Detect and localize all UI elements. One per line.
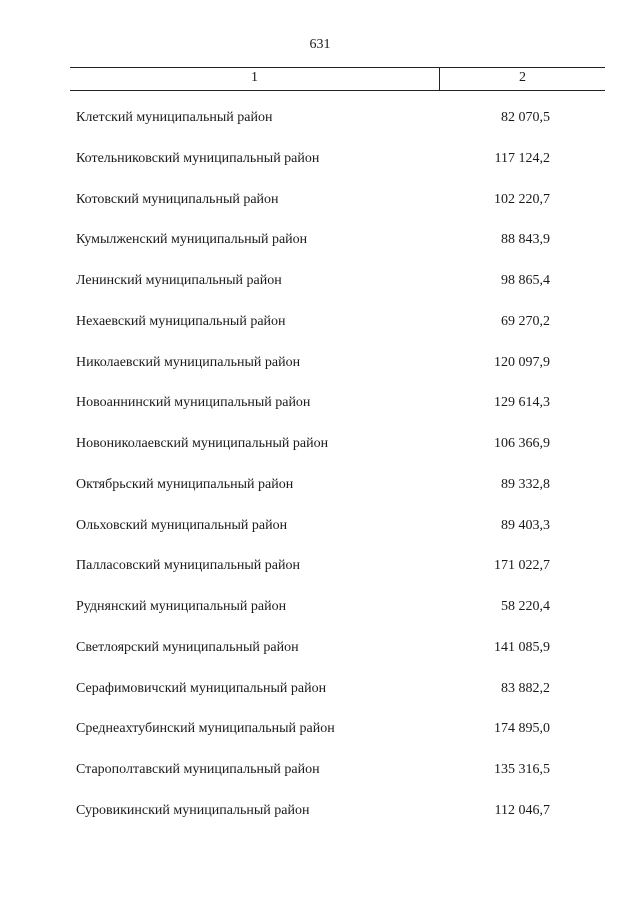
district-name: Среднеахтубинский муниципальный район [76, 721, 335, 737]
district-value: 69 270,2 [501, 313, 550, 329]
table-row [0, 554, 640, 595]
district-value: 89 403,3 [501, 517, 550, 533]
district-name: Котельниковский муниципальный район [76, 150, 320, 166]
district-value: 58 220,4 [501, 599, 550, 614]
district-name: Новониколаевский муниципальный район [76, 436, 329, 451]
district-value: 106 366,9 [494, 436, 550, 451]
table-body [0, 106, 640, 840]
table-row [0, 636, 640, 677]
column-header-1: 1 [70, 68, 440, 90]
table-row [0, 147, 640, 188]
district-name: Палласовский муниципальный район [76, 558, 300, 574]
table-row [0, 799, 640, 840]
table-row [0, 677, 640, 718]
district-name: Руднянский муниципальный район [76, 599, 287, 614]
district-name: Котовский муниципальный район [76, 191, 279, 207]
district-name: Ленинский муниципальный район [76, 273, 282, 288]
table-row [0, 595, 640, 636]
district-value: 112 046,7 [494, 802, 550, 818]
district-name: Новоаннинский муниципальный район [76, 395, 311, 411]
district-value: 88 843,9 [501, 232, 550, 248]
district-name: Кумылженский муниципальный район [76, 232, 308, 248]
district-value: 89 332,8 [501, 476, 550, 492]
table-row [0, 188, 640, 229]
table-header [70, 67, 605, 91]
table-row [0, 310, 640, 351]
district-name: Ольховский муниципальный район [76, 517, 288, 533]
district-name: Светлоярский муниципальный район [76, 639, 299, 655]
district-name: Клетский муниципальный район [76, 110, 273, 125]
table-row [0, 391, 640, 432]
district-name: Октябрьский муниципальный район [76, 476, 294, 492]
district-value: 141 085,9 [494, 639, 550, 655]
district-name: Николаевский муниципальный район [76, 354, 301, 370]
table-row [0, 473, 640, 514]
district-name: Суровикинский муниципальный район [76, 802, 310, 818]
district-name: Серафимовичский муниципальный район [76, 680, 327, 696]
district-value: 171 022,7 [494, 558, 550, 574]
district-name: Старополтавский муниципальный район [76, 762, 320, 777]
table-row [0, 269, 640, 310]
table-row [0, 514, 640, 555]
table-row [0, 106, 640, 147]
district-value: 174 895,0 [494, 721, 550, 737]
table-row [0, 717, 640, 758]
district-value: 102 220,7 [494, 191, 550, 207]
district-value: 135 316,5 [494, 762, 550, 777]
table-row [0, 758, 640, 799]
district-name: Нехаевский муниципальный район [76, 313, 286, 329]
district-value: 129 614,3 [494, 395, 550, 411]
table-row [0, 228, 640, 269]
district-value: 83 882,2 [501, 680, 550, 696]
district-value: 98 865,4 [501, 273, 550, 288]
district-value: 82 070,5 [501, 110, 550, 125]
table-row [0, 351, 640, 392]
district-value: 120 097,9 [494, 354, 550, 370]
page-number: 631 [309, 37, 331, 52]
table-row [0, 432, 640, 473]
column-header-2: 2 [519, 70, 526, 85]
district-value: 117 124,2 [494, 150, 550, 166]
